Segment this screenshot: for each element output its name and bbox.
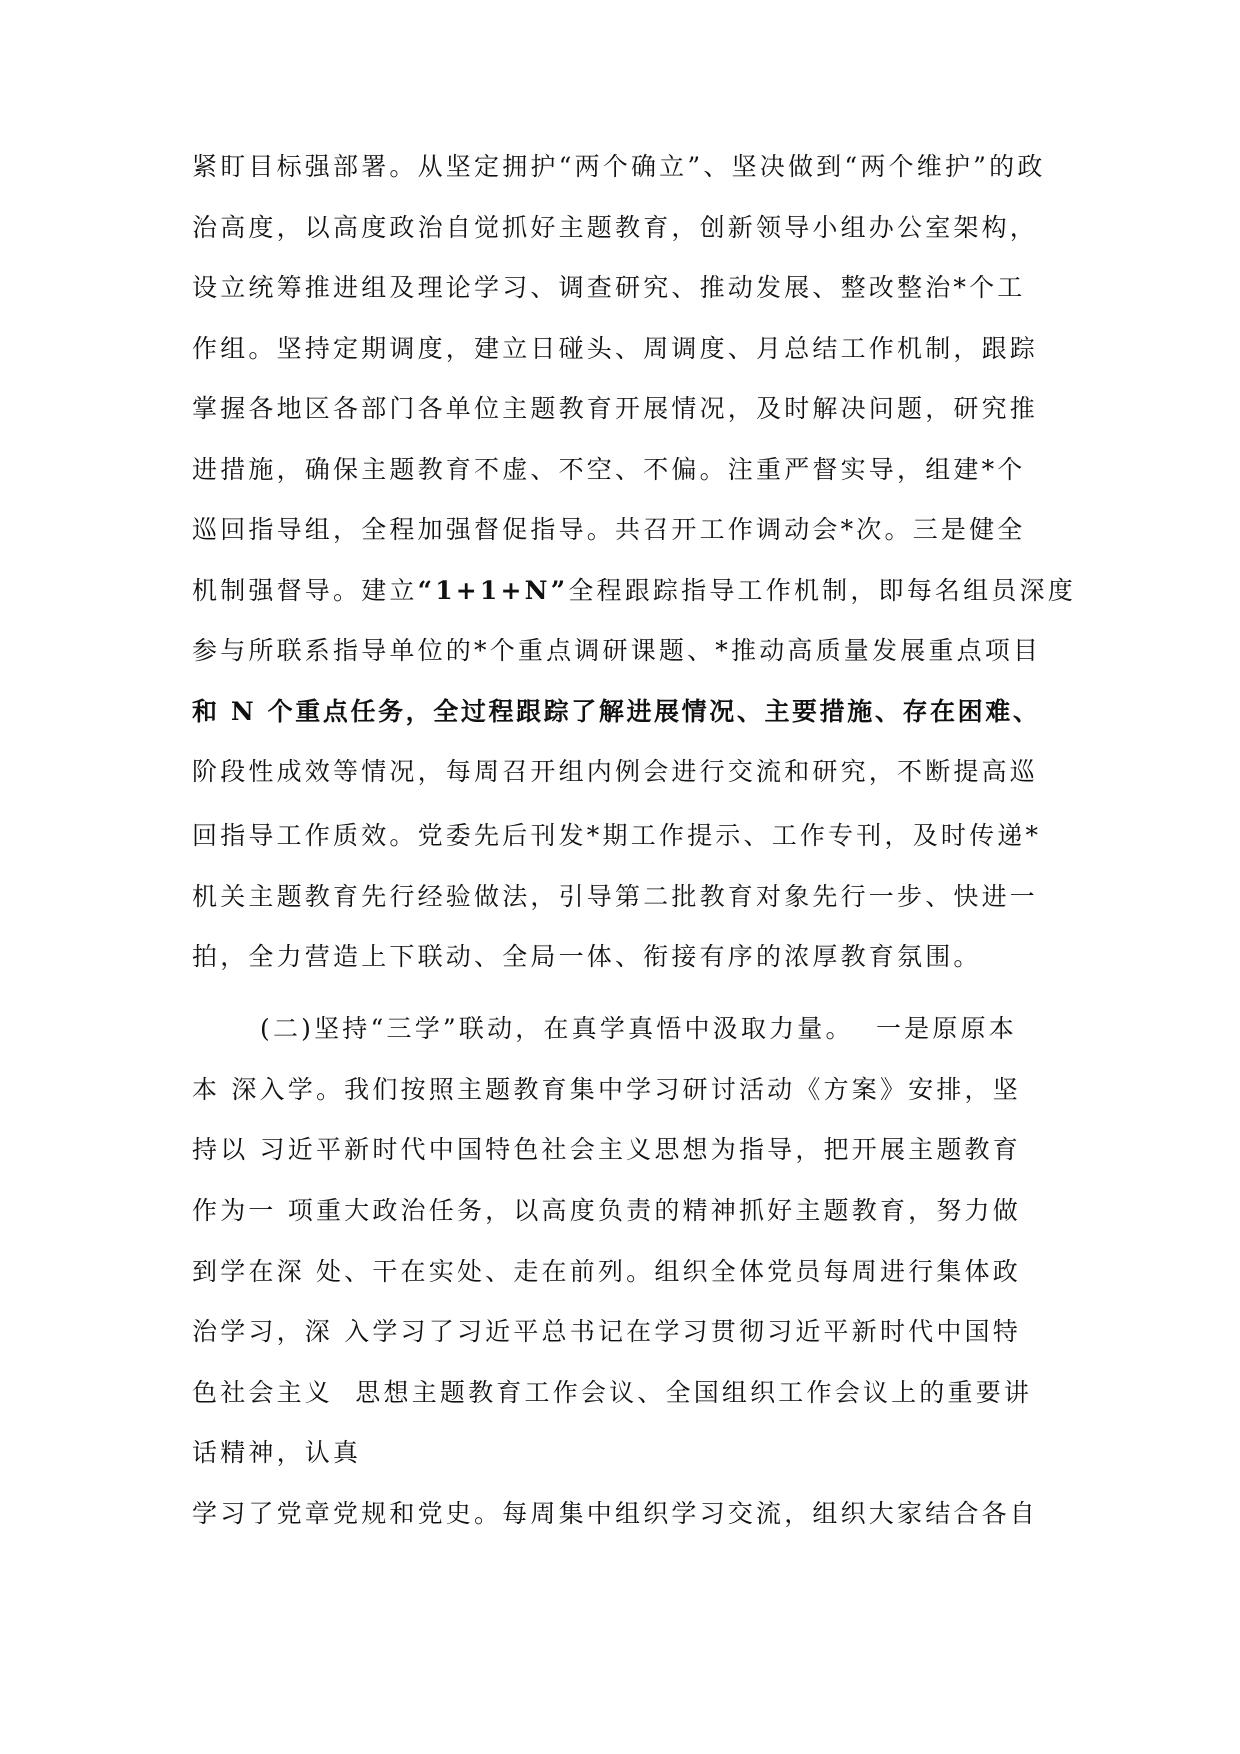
body-line-mixed [192, 575, 1076, 607]
body-line: 学习了党章党规和党史。每周集中组织学习交流，组织大家结合各自 [192, 1499, 1039, 1528]
body-line: 色社会主义 思想主题教育工作会议、全国组织工作会议上的重要讲 [192, 1378, 1033, 1407]
body-line: 机关主题教育先行经验做法，引导第二批教育对象先行一步、快进一 [192, 882, 1039, 911]
body-text-segment: 全程跟踪指导工作机制，即每名组员深度 [568, 576, 1076, 605]
body-line: 掌握各地区各部门各单位主题教育开展情况，及时解决问题，研究推 [192, 394, 1039, 423]
body-line: 参与所联系指导单位的*个重点调研课题、*推动高质量发展重点项目 [192, 636, 1042, 665]
body-line: 拍，全力营造上下联动、全局一体、衔接有序的浓厚教育氛围。 [192, 942, 982, 971]
body-line: 治高度，以高度政治自觉抓好主题教育，创新领导小组办公室架构， [192, 213, 1039, 242]
body-line: 治学习，深 入学习了习近平总书记在学习贯彻习近平新时代中国特 [192, 1317, 1021, 1346]
body-line: 紧盯目标强部署。从坚定拥护“两个确立”、坚决做到“两个维护”的政 [192, 152, 1046, 181]
body-line: 作组。坚持定期调度，建立日碰头、周调度、月总结工作机制，跟踪 [192, 334, 1039, 363]
section-heading-line: (二)坚持“三学”联动，在真学真悟中汲取力量。 一是原原本 [260, 1014, 1017, 1043]
body-line: 作为一 项重大政治任务，以高度负责的精神抓好主题教育，努力做 [192, 1196, 1021, 1225]
body-line: 话精神，认真 [192, 1438, 362, 1467]
body-line: 持以 习近平新时代中国特色社会主义思想为指导，把开展主题教育 [192, 1135, 1021, 1164]
body-line: 设立统筹推进组及理论学习、调查研究、推动发展、整改整治*个工 [192, 273, 1026, 302]
body-line: 阶段性成效等情况，每周召开组内例会进行交流和研究，不断提高巡 [192, 757, 1039, 786]
body-line: 到学在深 处、干在实处、走在前列。组织全体党员每周进行集体政 [192, 1257, 1021, 1286]
body-line: 回指导工作质效。党委先后刊发*期工作提示、工作专刊，及时传递* [192, 821, 1042, 850]
body-line: 巡回指导组，全程加强督促指导。共召开工作调动会*次。三是健全 [192, 515, 1026, 544]
bold-term-1-1-n: “1+1+N” [417, 576, 569, 605]
body-line: 进措施，确保主题教育不虚、不空、不偏。注重严督实导，组建*个 [192, 455, 1026, 484]
body-line: 本 深入学。我们按照主题教育集中学习研讨活动《方案》安排，坚 [192, 1075, 1021, 1104]
body-text-segment: 机制强督导。建立 [192, 576, 418, 605]
body-line-bold: 和 N 个重点任务，全过程跟踪了解进展情况、主要措施、存在困难、 [192, 697, 1041, 726]
